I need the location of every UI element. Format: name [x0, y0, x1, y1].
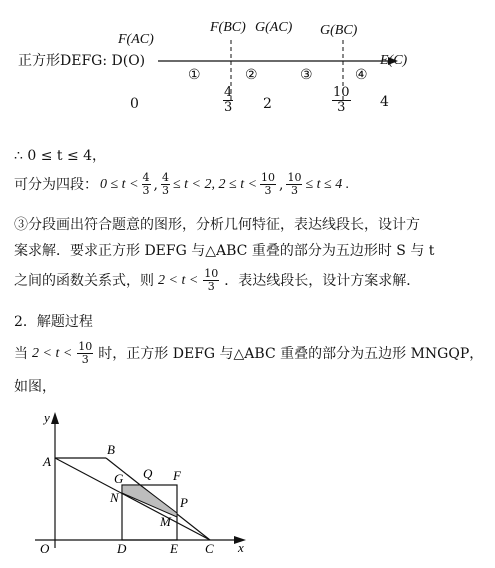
label-g-ac: G(AC) [255, 20, 293, 35]
label-f-bc: F(BC) [210, 20, 246, 35]
geometry-figure [0, 400, 495, 568]
segment-label-4: ④ [355, 67, 368, 83]
label-b: B [107, 442, 115, 457]
label-m: M [160, 514, 171, 529]
label-e-c: E(C) [380, 53, 408, 68]
tick-0: 0 [130, 96, 139, 112]
shaded-pentagon-mngqp [122, 485, 177, 517]
label-square-defg: 正方形DEFG: D(O) [18, 53, 146, 69]
therefore-line: ∴ 0 ≤ t ≤ 4， [14, 148, 107, 164]
paragraph-3-line-a: ③分段画出符合题意的图形，分析几何特征，表达线段长，设计方 [14, 217, 420, 233]
paragraph-3-line-c: 之间的函数关系式，则 2 < t < $\frac{10}{3}$ ．表达线段长，设计方案求解． [14, 267, 421, 293]
four-segments-line: 可分为四段： 0 ≤ t < $\frac{4}{3}$ , $\frac{4}{3}$ ≤ t < 2, 2 ≤ t < $\frac{10}{3}$ , $\frac{10}{3}$ ≤ t ≤ 4 . [14, 171, 350, 197]
label-p: P [180, 495, 188, 510]
paragraph-4: 当 2 < t < $\frac{10}{3}$ 时，正方形 DEFG 与△ABC 重叠的部分为五边形 MNGQP， [14, 340, 484, 366]
label-d: D [117, 541, 127, 556]
label-g-bc: G(BC) [320, 23, 358, 38]
label-q: Q [143, 466, 153, 481]
label-f: F [173, 468, 181, 483]
segment-label-3: ③ [300, 67, 313, 83]
tick-4: 4 [380, 94, 389, 110]
label-o: O [40, 541, 50, 556]
tick-2: 2 [263, 96, 272, 112]
paragraph-5: 如图， [14, 379, 56, 395]
label-e: E [170, 541, 178, 556]
tick-4-3: $\frac{4}{3}$ [224, 85, 233, 115]
label-x: x [238, 540, 244, 555]
heading-solution-process: 2．解题过程 [14, 314, 93, 330]
label-a: A [43, 454, 51, 469]
y-axis-arrow [51, 412, 59, 424]
label-g: G [114, 471, 124, 486]
segment-label-1: ① [188, 67, 201, 83]
tick-10-3: $\frac{10}{3}$ [333, 85, 350, 115]
label-f-ac: F(AC) [118, 32, 154, 47]
paragraph-3-line-b: 案求解．要求正方形 DEFG 与△ABC 重叠的部分为五边形时 S 与 t [14, 243, 435, 259]
label-c: C [205, 541, 214, 556]
label-n: N [110, 490, 119, 505]
segment-label-2: ② [245, 67, 258, 83]
label-y: y [44, 410, 50, 425]
